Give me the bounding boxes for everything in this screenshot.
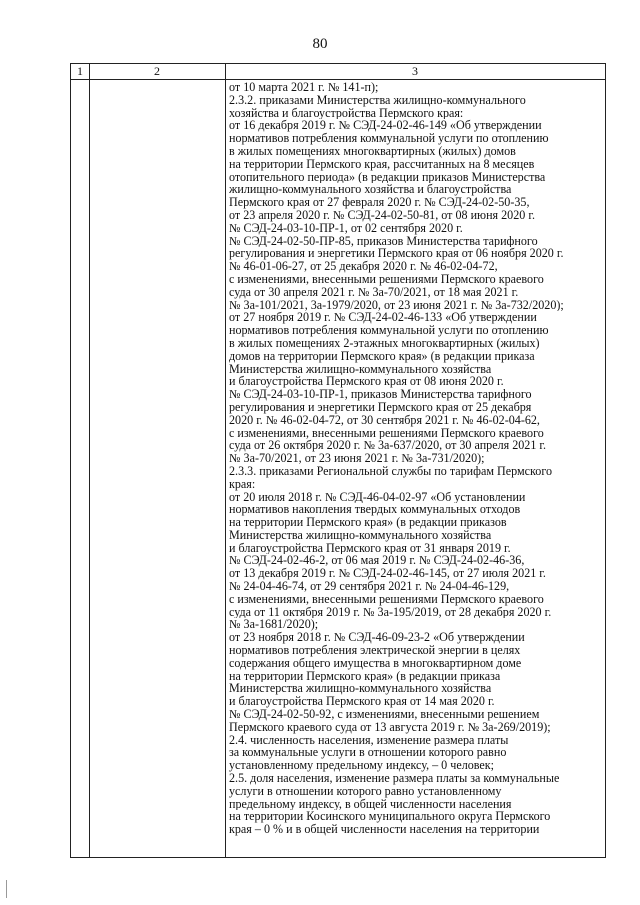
scan-margin-mark [6, 880, 13, 898]
column-3-text [229, 81, 601, 836]
text-line: с изменениями, внесенными решениями Пермского краевого [229, 272, 544, 286]
text-line: в жилых помещениях 2-этажных многоквартирных (жилых) [229, 336, 540, 350]
column-header-1: 1 [77, 64, 83, 78]
text-line: и благоустройства Пермского края от 31 января 2019 г. [229, 541, 511, 555]
text-line: отопительного периода» (в редакции приказов Министерства [229, 170, 546, 184]
text-line: регулирования и энергетики Пермского края от 25 декабря [229, 400, 532, 414]
text-line: № СЭД-24-02-50-ПР-85, приказов Министерства тарифного [229, 234, 538, 248]
text-line: 2020 г. № 46-02-04-72, от 30 сентября 2021 г. № 46-02-04-62, [229, 413, 540, 427]
text-line: № СЭД-24-02-46-2, от 06 мая 2019 г. № СЭД-24-02-46-36, [229, 554, 525, 568]
text-line: № СЭД-24-03-10-ПР-1, приказов Министерства тарифного [229, 388, 532, 401]
text-line: № 24-04-46-74, от 29 сентября 2021 г. № 24-04-46-129, [229, 580, 510, 593]
text-line: суда от 11 октября 2019 г. № 3а-195/2019, от 28 декабря 2020 г. [229, 605, 552, 619]
text-line: на территории Пермского края» (в редакции приказа [229, 669, 501, 683]
text-line: Министерства жилищно-коммунального хозяйства [229, 528, 492, 542]
text-line: от 27 ноября 2019 г. № СЭД-24-02-46-133 «Об утверждении [229, 311, 537, 325]
column-header-3: 3 [412, 64, 418, 78]
text-line: Пермского краевого суда от 13 августа 2019 г. № 3а-269/2019); [229, 720, 551, 734]
text-line: нормативов потребления электрической энергии в целях [229, 644, 521, 657]
document-table [70, 63, 606, 858]
text-line: на территории Косинского муниципального округа Пермского [229, 810, 551, 824]
text-line: от 23 ноября 2018 г. № СЭД-46-09-23-2 «Об утверждении [229, 631, 525, 645]
text-line: Пермского края от 27 февраля 2020 г. № СЭД-24-02-50-35, [229, 196, 530, 209]
text-line: и благоустройства Пермского края от 14 мая 2020 г. [229, 695, 495, 709]
text-line: Министерства жилищно-коммунального хозяйства [229, 682, 492, 696]
text-line: 2.3.3. приказами Региональной службы по тарифам Пермского [229, 464, 553, 478]
text-line: суда от 30 апреля 2021 г. № 3а-70/2021, от 18 мая 2021 г. [229, 285, 519, 299]
column-divider-1 [89, 64, 90, 857]
text-line: края: [229, 477, 256, 491]
text-line: Министерства жилищно-коммунального хозяйства [229, 362, 492, 376]
text-line: на территории Пермского края, рассчитанных на 8 месяцев [229, 157, 535, 171]
text-line: от 16 декабря 2019 г. № СЭД-24-02-46-149 «Об утверждении [229, 119, 542, 133]
text-line: содержания общего имущества в многоквартирном доме [229, 656, 522, 670]
text-line: № СЭД-24-03-10-ПР-1, от 02 сентября 2020 г. [229, 221, 463, 235]
text-line: регулирования и энергетики Пермского края от 06 ноября 2020 г. [229, 247, 564, 261]
text-line: края – 0 % и в общей численности населения на территории [229, 823, 540, 837]
text-line: 2.5. доля населения, изменение размера платы за коммунальные [229, 772, 560, 785]
text-line: от 23 апреля 2020 г. № СЭД-24-02-50-81, от 08 июня 2020 г. [229, 208, 535, 222]
text-line: домов на территории Пермского края» (в редакции приказа [229, 349, 535, 363]
text-line: за коммунальные услуги в отношении которого равно [229, 746, 507, 760]
text-line: и благоустройства Пермского края от 08 июня 2020 г. [229, 375, 504, 389]
text-line: жилищно-коммунального хозяйства и благоустройства [229, 183, 512, 197]
text-line: нормативов потребления коммунальной услуги по отоплению [229, 132, 549, 145]
text-line: от 10 марта 2021 г. № 141-п); [229, 81, 379, 94]
text-line: от 20 июля 2018 г. № СЭД-46-04-02-97 «Об установлении [229, 490, 526, 504]
text-line: № 46-01-06-27, от 25 декабря 2020 г. № 46-02-04-72, [229, 260, 498, 273]
text-line: с изменениями, внесенными решениями Пермского краевого [229, 426, 544, 440]
text-line: 2.3.2. приказами Министерства жилищно-коммунального [229, 93, 526, 107]
text-line: хозяйства и благоустройства Пермского края: [229, 106, 464, 120]
text-line: № СЭД-24-02-50-92, с изменениями, внесенными решением [229, 708, 540, 721]
text-line: № 3а-101/2021, 3а-1979/2020, от 23 июня 2021 г. № 3а-732/2020); [229, 298, 564, 312]
text-line: нормативов потребления коммунальной услуги по отоплению [229, 324, 549, 337]
text-line: № 3а-70/2021, от 23 июня 2021 г. № 3а-731/2020); [229, 452, 485, 465]
page-number: 80 [312, 36, 328, 52]
text-line: на территории Пермского края» (в редакции приказов [229, 516, 507, 529]
text-line: в жилых помещениях многоквартирных (жилых) домов [229, 144, 516, 158]
text-line: предельному индексу, в общей численности населения [229, 797, 512, 811]
text-line: установленному предельному индексу, – 0 человек; [229, 759, 495, 773]
text-line: нормативов накопления твердых коммунальных отходов [229, 503, 521, 517]
text-line: № 3а-1681/2020); [229, 618, 319, 632]
column-divider-2 [225, 64, 226, 857]
text-line: услуги в отношении которого равно установленному [229, 784, 502, 798]
column-header-2: 2 [154, 64, 160, 78]
table-header-row [71, 64, 605, 80]
text-line: от 13 декабря 2019 г. № СЭД-24-02-46-145, от 27 июля 2021 г. [229, 567, 546, 581]
text-line: суда от 26 октября 2020 г. № 3а-637/2020, от 30 апреля 2021 г. [229, 439, 547, 453]
text-line: 2.4. численность населения, изменение размера платы [229, 733, 509, 747]
text-line: с изменениями, внесенными решениями Пермского краевого [229, 592, 544, 606]
